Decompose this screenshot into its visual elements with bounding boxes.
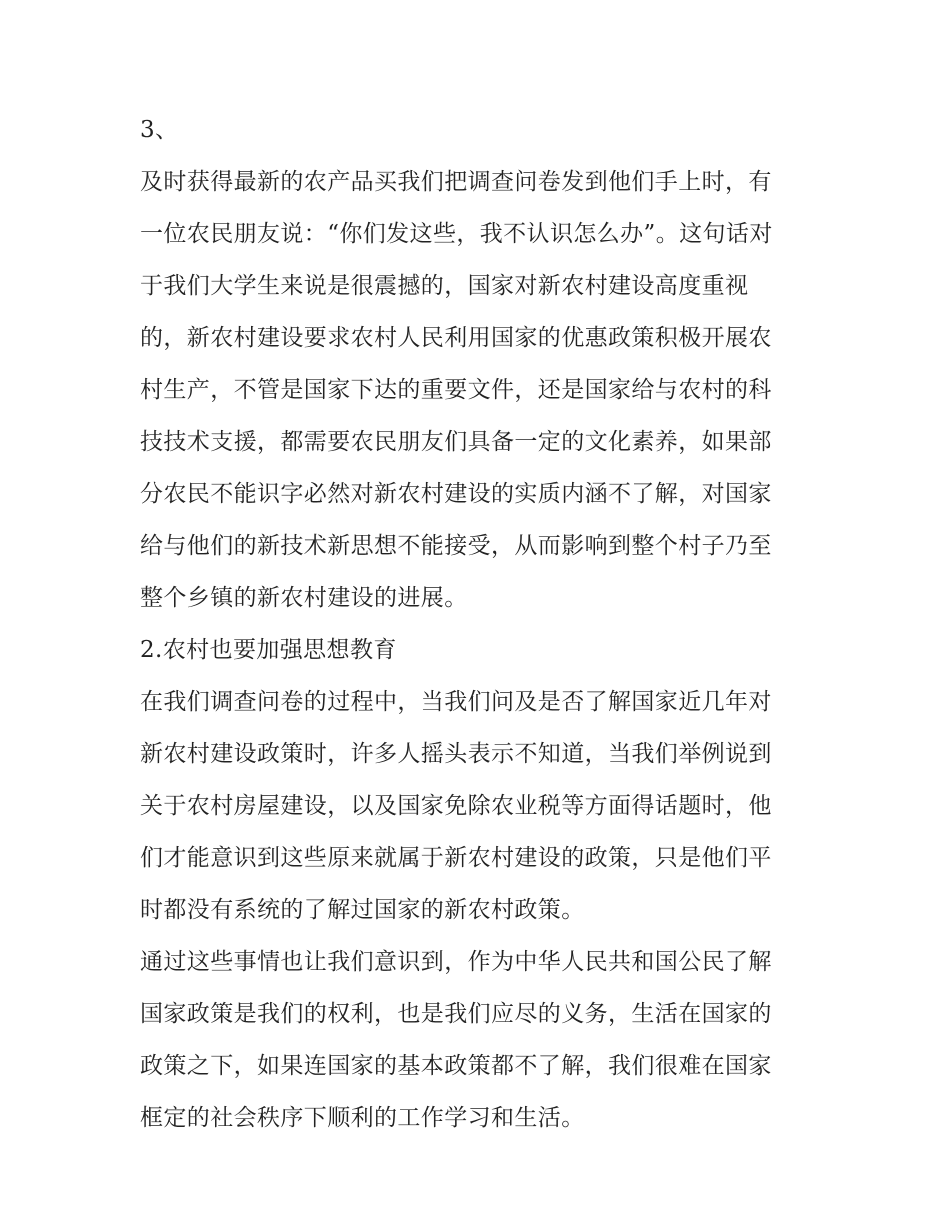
- section-heading-ideological-education: [140, 624, 820, 676]
- text-line: 的，新农村建设要求农村人民利用国家的优惠政策积极开展农: [140, 325, 772, 351]
- document-body: [140, 104, 820, 1144]
- section-number-heading: [140, 104, 820, 156]
- paragraph-farmer-literacy: [140, 156, 820, 624]
- text-line: 通过这些事情也让我们意识到，作为中华人民共和国公民了解: [140, 949, 772, 975]
- paragraph-survey-policy-awareness: [140, 676, 820, 936]
- text-line: 技技术支援，都需要农民朋友们具备一定的文化素养，如果部: [140, 429, 772, 455]
- text-line: 时都没有系统的了解过国家的新农村政策。: [140, 897, 585, 923]
- text-line: 关于农村房屋建设，以及国家免除农业税等方面得话题时，他: [140, 793, 772, 819]
- text-line: 及时获得最新的农产品买我们把调查问卷发到他们手上时，有: [140, 169, 772, 195]
- text-line: 3、: [140, 117, 179, 143]
- text-line: 新农村建设政策时，许多人摇头表示不知道，当我们举例说到: [140, 741, 772, 767]
- text-line: 一位农民朋友说：“你们发这些，我不认识怎么办”。这句话对: [140, 221, 773, 247]
- text-line: 2.农村也要加强思想教育: [140, 637, 397, 663]
- text-line: 村生产，不管是国家下达的重要文件，还是国家给与农村的科: [140, 377, 772, 403]
- paragraph-citizen-duty: [140, 936, 820, 1144]
- text-line: 政策之下，如果连国家的基本政策都不了解，我们很难在国家: [140, 1053, 772, 1079]
- text-line: 整个乡镇的新农村建设的进展。: [140, 585, 468, 611]
- text-line: 分农民不能识字必然对新农村建设的实质内涵不了解，对国家: [140, 481, 772, 507]
- text-line: 国家政策是我们的权利，也是我们应尽的义务，生活在国家的: [140, 1001, 772, 1027]
- text-line: 在我们调查问卷的过程中，当我们问及是否了解国家近几年对: [140, 689, 772, 715]
- text-line: 们才能意识到这些原来就属于新农村建设的政策，只是他们平: [140, 845, 772, 871]
- text-line: 给与他们的新技术新思想不能接受，从而影响到整个村子乃至: [140, 533, 772, 559]
- text-line: 于我们大学生来说是很震撼的，国家对新农村建设高度重视: [140, 273, 749, 299]
- text-line: 框定的社会秩序下顺利的工作学习和生活。: [140, 1105, 585, 1131]
